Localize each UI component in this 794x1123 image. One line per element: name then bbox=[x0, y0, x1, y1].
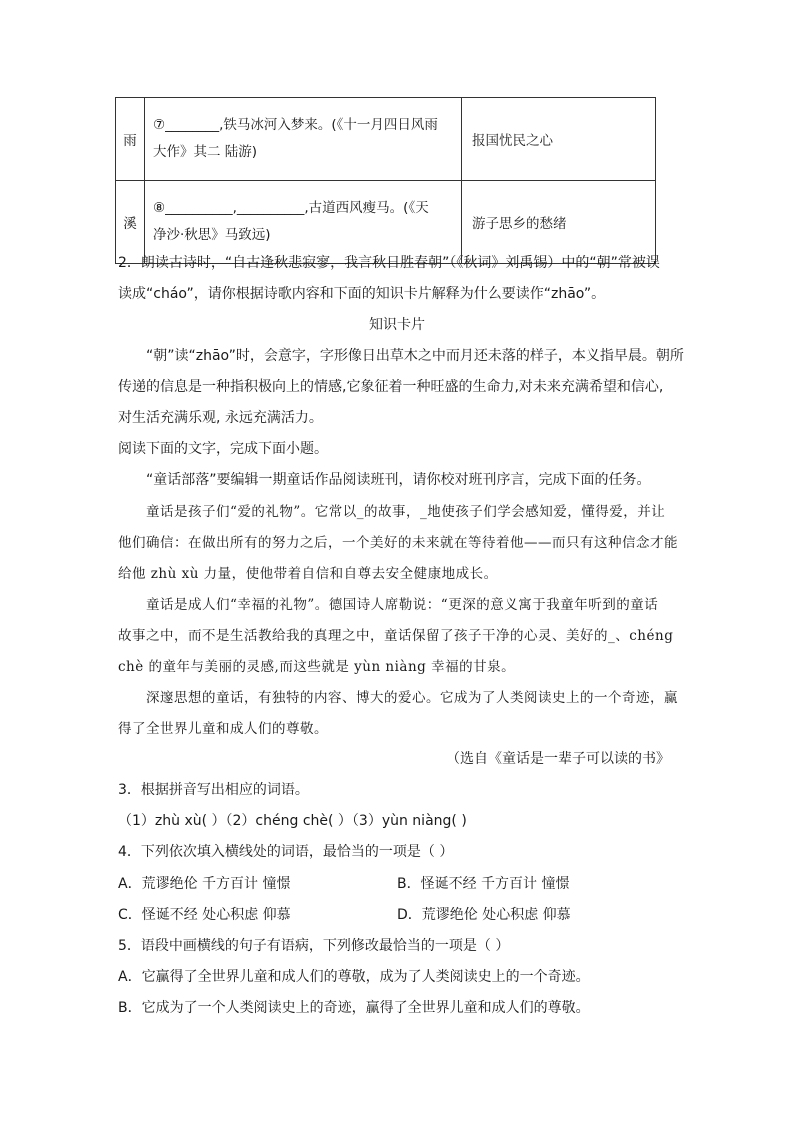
passage-line: 深邃思想的童话，有独特的内容、博大的爱心。它成为了人类阅读史上的一个奇迹，赢 bbox=[146, 690, 678, 706]
passage-line: 故事之中，而不是生活教给我的真理之中，童话保留了孩子干净的心灵、美好的_、chéng bbox=[118, 628, 674, 644]
reading-intro: 阅读下面的文字，完成下面小题。 bbox=[118, 441, 328, 457]
poem-table bbox=[115, 97, 656, 264]
question-4-stem: 4．下列依次填入横线处的词语，最恰当的一项是（ ） bbox=[118, 844, 454, 860]
passage-line: 得了全世界儿童和成人们的尊敬。 bbox=[118, 721, 328, 737]
theme-char: 溪 bbox=[116, 181, 145, 264]
option-b: B．怪诞不经 千方百计 憧憬 bbox=[397, 876, 570, 892]
passage-line: chè 的童年与美丽的灵感,而这些就是 yùn niàng 幸福的甘泉。 bbox=[118, 659, 516, 675]
option-d: D．荒谬绝伦 处心积虑 仰慕 bbox=[397, 907, 571, 923]
option-c: C．怪诞不经 处心积虑 仰慕 bbox=[118, 907, 291, 923]
question-3-items: （1）zhù xù( ）（2）chéng chè( ）（3）yùn niàng( ) bbox=[118, 813, 467, 829]
poem-line: ⑧__________,__________,古道西风瘦马。(《天 bbox=[153, 200, 429, 216]
passage-source: （选自《童话是一辈子可以读的书》 bbox=[446, 751, 670, 767]
table-row bbox=[116, 98, 656, 181]
passage-line: 童话是成人们“幸福的礼物”。德国诗人席勒说：“更深的意义寓于我童年听到的童话 bbox=[146, 597, 659, 613]
emotion-cell: 报国忧民之心 bbox=[462, 98, 656, 181]
knowledge-card-text: 对生活充满乐观, 永远充满活力。 bbox=[118, 410, 323, 426]
poem-line: ⑦________,铁马冰河入梦来。(《十一月四日风雨 bbox=[153, 117, 438, 133]
theme-char: 雨 bbox=[116, 98, 145, 181]
question-5-stem: 5．语段中画横线的句子有语病，下列修改最恰当的一项是（ ） bbox=[118, 938, 510, 954]
reading-task: “童话部落”要编辑一期童话作品阅读班刊，请你校对班刊序言，完成下面的任务。 bbox=[146, 472, 651, 488]
poem-line-cell bbox=[145, 98, 462, 181]
option-a: A．它赢得了全世界儿童和成人们的尊敬，成为了人类阅读史上的一个奇迹。 bbox=[118, 969, 590, 985]
poem-line: 净沙·秋思》马致远) bbox=[153, 227, 271, 243]
question-2-line: 读成“cháo”，请你根据诗歌内容和下面的知识卡片解释为什么要读作“zhāo”。 bbox=[118, 286, 606, 302]
option-a: A．荒谬绝伦 千方百计 憧憬 bbox=[118, 876, 291, 892]
question-2-line: 2．朗读古诗时，“自古逢秋悲寂寥，我言秋日胜春朝”（《秋词》刘禹锡）中的“朝”常被误 bbox=[118, 255, 660, 271]
knowledge-card-text: 传递的信息是一种指积极向上的情感,它象征着一种旺盛的生命力,对未来充满希望和信心, bbox=[118, 379, 664, 395]
option-b: B．它成为了一个人类阅读史上的奇迹，赢得了全世界儿童和成人们的尊敬。 bbox=[118, 1000, 590, 1016]
passage-line: 童话是孩子们“爱的礼物”。它常以_的故事，_地使孩子们学会感知爱，懂得爱，并让 bbox=[146, 504, 666, 520]
poem-line: 大作》其二 陆游) bbox=[153, 144, 258, 160]
question-3-stem: 3．根据拼音写出相应的词语。 bbox=[118, 782, 309, 798]
knowledge-card-title: 知识卡片 bbox=[369, 317, 425, 333]
passage-line: 他们确信：在做出所有的努力之后，一个美好的未来就在等待着他——而只有这种信念才能 bbox=[118, 535, 678, 551]
passage-line: 给他 zhù xù 力量，使他带着自信和自尊去安全健康地成长。 bbox=[118, 566, 498, 582]
knowledge-card-text: “朝”读“zhāo”时，会意字，字形像日出草木之中而月还未落的样子，本义指早晨。朝所 bbox=[146, 348, 684, 364]
emotion-cell: 游子思乡的愁绪 bbox=[462, 181, 656, 264]
